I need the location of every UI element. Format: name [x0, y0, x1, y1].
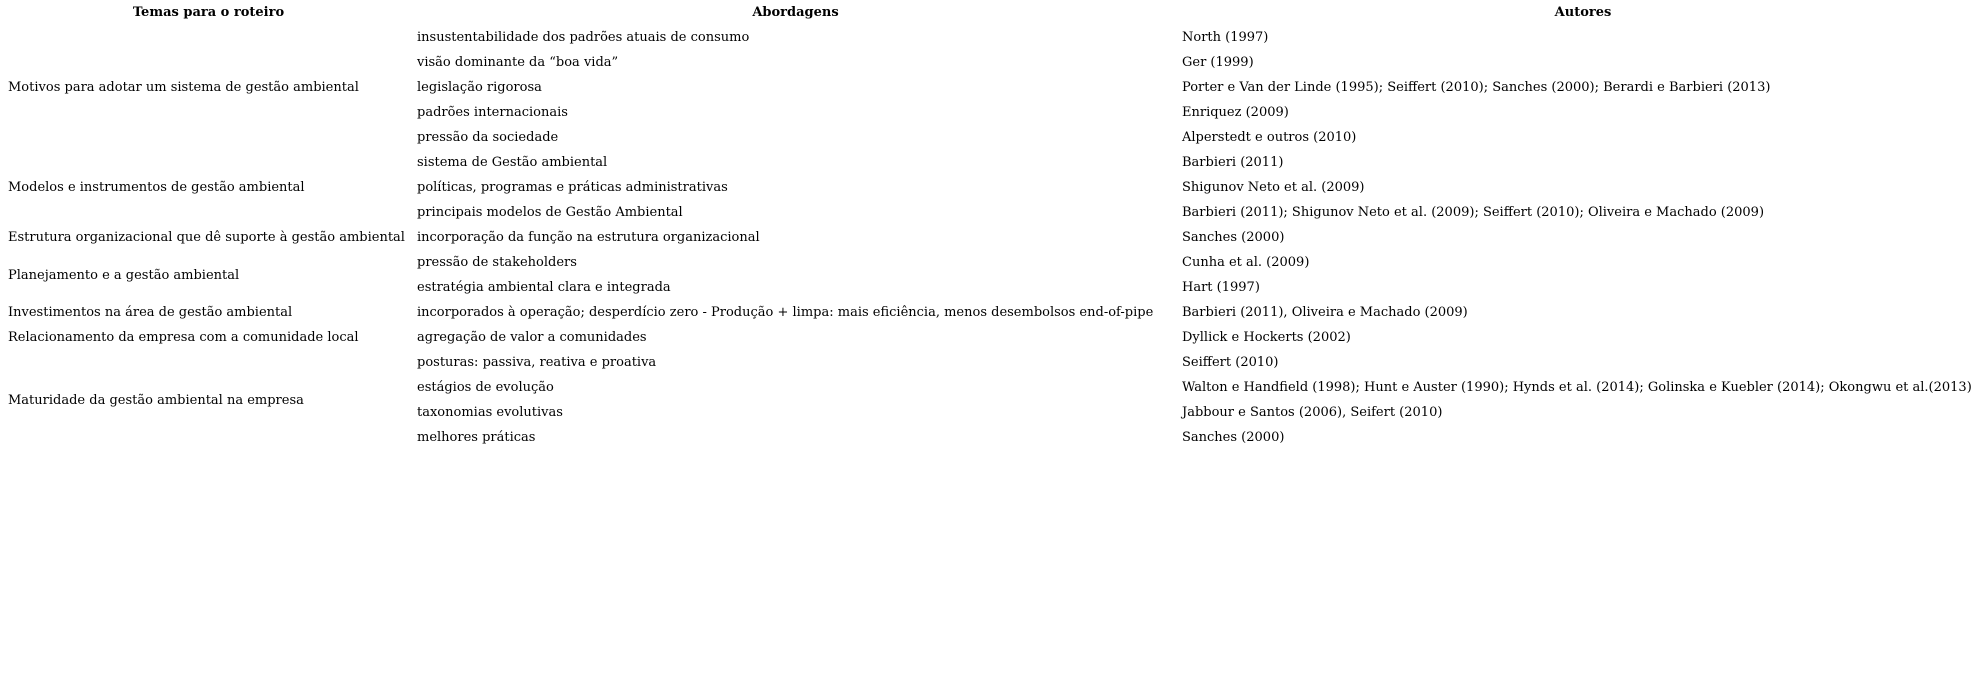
authors-cell: Hart (1997) — [1182, 280, 1260, 295]
approach-cell: estratégia ambiental clara e integrada — [417, 280, 671, 295]
authors-cell: Barbieri (2011); Shigunov Neto et al. (2009); Seiffert (2010); Oliveira e Machado (2009) — [1182, 205, 1765, 220]
theme-cell: Investimentos na área de gestão ambiental — [8, 305, 293, 320]
header-themes: Temas para o roteiro — [132, 5, 285, 20]
approach-cell: posturas: passiva, reativa e proativa — [417, 355, 657, 370]
authors-cell: Alperstedt e outros (2010) — [1182, 130, 1357, 145]
authors-cell: Jabbour e Santos (2006), Seifert (2010) — [1182, 405, 1443, 420]
authors-cell: Enriquez (2009) — [1182, 105, 1289, 120]
authors-cell: Seiffert (2010) — [1182, 355, 1279, 370]
approach-cell: agregação de valor a comunidades — [417, 330, 647, 345]
theme-cell: Planejamento e a gestão ambiental — [8, 267, 240, 283]
approach-cell: insustentabilidade dos padrões atuais de consumo — [417, 30, 750, 45]
table-row — [0, 350, 1984, 375]
theme-cell: Relacionamento da empresa com a comunidade local — [8, 330, 359, 345]
header-approaches: Abordagens — [752, 5, 839, 20]
header-authors: Autores — [1554, 5, 1612, 20]
authors-cell: Porter e Van der Linde (1995); Seiffert (2010); Sanches (2000); Berardi e Barbieri (2013) — [1182, 80, 1771, 95]
table-row — [0, 300, 1984, 325]
approach-cell: pressão da sociedade — [417, 130, 559, 145]
approach-cell: incorporados à operação; desperdício zero - Produção + limpa: mais eficiência, menos desembolsos end-of-pipe — [417, 305, 1154, 320]
approach-cell: pressão de stakeholders — [417, 255, 577, 270]
authors-cell: Barbieri (2011), Oliveira e Machado (2009) — [1182, 305, 1468, 320]
approach-cell: incorporação da função na estrutura organizacional — [417, 230, 760, 245]
approach-cell: taxonomias evolutivas — [417, 405, 563, 420]
authors-cell: Ger (1999) — [1182, 55, 1254, 70]
approach-cell: visão dominante da “boa vida” — [417, 55, 619, 70]
approach-cell: melhores práticas — [417, 430, 536, 445]
theme-cell: Modelos e instrumentos de gestão ambiental — [8, 180, 305, 195]
authors-cell: Cunha et al. (2009) — [1182, 255, 1310, 270]
approach-cell: padrões internacionais — [417, 105, 568, 120]
approach-cell: sistema de Gestão ambiental — [417, 155, 608, 170]
table-row — [0, 225, 1984, 250]
table-row — [0, 325, 1984, 350]
table-row — [0, 250, 1984, 275]
table-row — [0, 150, 1984, 175]
approach-cell: legislação rigorosa — [417, 80, 542, 95]
approach-cell: principais modelos de Gestão Ambiental — [417, 205, 683, 220]
authors-cell: Dyllick e Hockerts (2002) — [1182, 330, 1351, 345]
authors-cell: Barbieri (2011) — [1182, 155, 1284, 170]
authors-cell: Sanches (2000) — [1182, 430, 1285, 445]
theme-cell: Maturidade da gestão ambiental na empresa — [8, 392, 304, 408]
authors-cell: Sanches (2000) — [1182, 230, 1285, 245]
approach-cell: estágios de evolução — [417, 380, 554, 395]
authors-cell: North (1997) — [1182, 30, 1269, 45]
theme-cell: Motivos para adotar um sistema de gestão ambiental — [8, 80, 359, 95]
approach-cell: políticas, programas e práticas administrativas — [417, 180, 728, 195]
header-row — [0, 0, 1984, 25]
table-row — [0, 25, 1984, 50]
authors-cell: Shigunov Neto et al. (2009) — [1182, 180, 1365, 195]
authors-cell: Walton e Handfield (1998); Hunt e Auster (1990); Hynds et al. (2014); Golinska e Kuebler (2014); Okongwu et al.(2013) — [1182, 380, 1972, 395]
theme-cell: Estrutura organizacional que dê suporte à gestão ambiental — [8, 230, 405, 245]
